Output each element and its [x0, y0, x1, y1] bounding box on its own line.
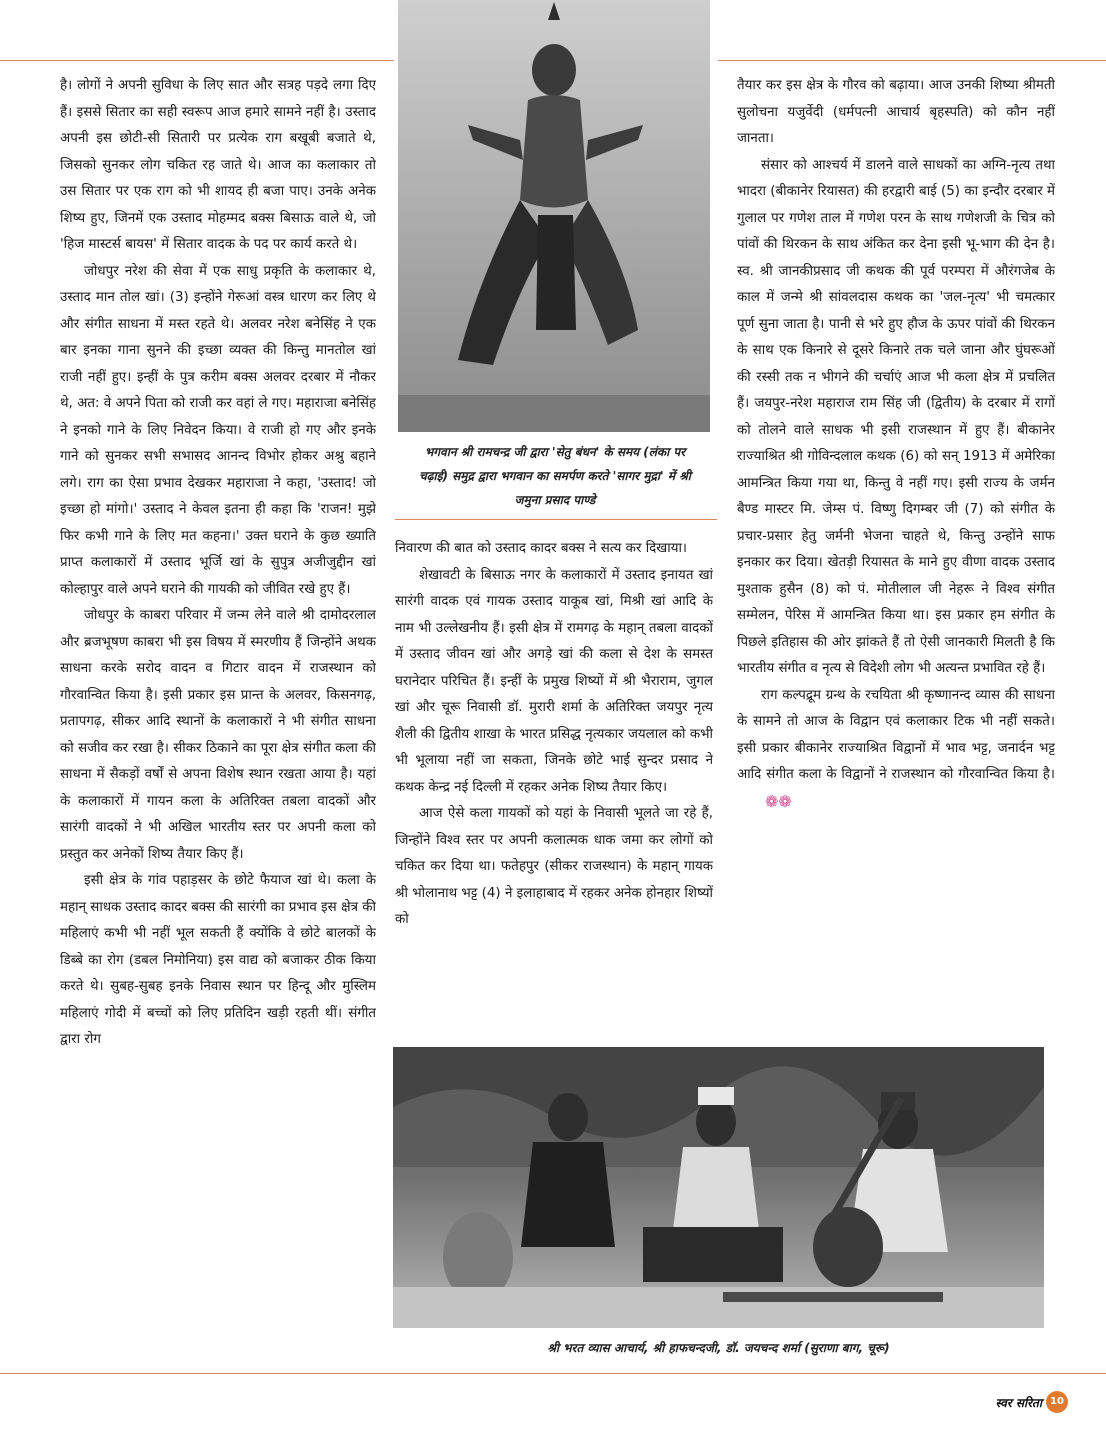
- flower-ornament-icon: ❁❁: [765, 791, 792, 811]
- paragraph: तैयार कर इस क्षेत्र के गौरव को बढ़ाया। आज उनकी शिष्या श्रीमती सुलोचना यजुर्वेदी (धर्मपत्नी आचार्य बृहस्पति) को कौन नहीं जानता।: [737, 78, 1055, 146]
- top-rule-left: [0, 60, 394, 61]
- musicians-photo: [393, 1047, 1044, 1328]
- bottom-rule: [0, 1373, 1106, 1374]
- musicians-scene: [393, 1047, 1044, 1328]
- dancer-photo: [398, 0, 710, 432]
- paragraph: जोधपुर नरेश की सेवा में एक साधु प्रकृति के कलाकार थे, उस्ताद मान तोल खां। (3) इन्होंने गेरूआं वस्त्र धारण कर लिए थे और संगीत साधना में मस्त रहते थे। अलवर नरेश बनेसिंह ने एक बार इनका गाना सुनने की इच्छा व्यक्त की किन्तु मानतोल खां राजी नहीं हुए। इन्हीं के पुत्र करीम बक्स अलवर दरबार में नौकर थे, अत: वे अपने पिता को राजी कर वहां ले गए। महाराजा बनेसिंह ने इनको गाने के लिए निवेदन किया। वे राजी हो गए और इनके गाने को सुनकर सभी सभासद आनन्द विभोर होकर अश्रु बहाने लगे। राग का ऐसा प्रभाव देखकर महाराजा ने कहा, 'उस्ताद! जो इच्छा हो मांगो।' उस्ताद ने केवल इतना ही कहा कि 'राजन! मुझे फिर कभी गाने के लिए मत कहना।' उक्त घराने के कुछ ख्याति प्राप्त कलाकारों में उस्ताद भूर्जि खां के सुपुत्र अजीजुद्दीन खां कोल्हापुर वाले अपने घराने की गायकी को जीवित रखे हुए हैं।: [60, 263, 376, 597]
- paragraph: आज ऐसे कला गायकों को यहां के निवासी भूलते जा रहे हैं, जिन्होंने विश्व स्तर पर अपनी कलात्मक धाक जमा कर लोगों को चकित कर दिया था। फतेहपुर (सीकर राजस्थान) के महान् गायक श्री भोलानाथ भट्ट (4) ने इलाहाबाद में रहकर अनेक होनहार शिष्यों को: [395, 806, 713, 927]
- page-footer: [995, 1391, 1068, 1413]
- paragraph: संसार को आश्चर्य में डालने वाले साधकों का अग्नि-नृत्य तथा भादरा (बीकानेर रियासत) की हरद्वारी बाई (5) का इन्दौर दरबार में गुलाल पर गणेश ताल में गणेश परन के साथ गणेशजी के चित्र को पांवों की थिरकन के साथ अंकित कर देना इसी भू-भाग की देन है। स्व. श्री जानकीप्रसाद जी कथक की पूर्व परम्परा में औरंगजेब के काल में जन्मे श्री सांवलदास कथक का 'जल-नृत्य' भी चमत्कार पूर्ण सुना जाता है। पानी से भरे हुए हौज के ऊपर पांवों की थिरकन के साथ एक किनारे से दूसरे किनारे तक चले जाना और घुंघरूओं की रस्सी तक न भीगने की चर्चाएं आज भी कला क्षेत्र में प्रचलित हैं। जयपुर-नरेश महाराज राम सिंह जी (द्वितीय) के दरबार में रागों को तोलने वाले साधक भी इसी राजस्थान में हुए हैं। बीकानेर राज्याश्रित श्री गोविन्दलाल कथक (6) को सन् 1913 में अमेरिका आमन्त्रित किया गया था, किन्तु वे नहीं गए। इसी राज्य के जर्मन बैण्ड मास्टर मि. जेम्स पं. विष्णु दिगम्बर जी (7) को संगीत के प्रचार-प्रसार हेतु जर्मनी भेजना चाहते थे, किन्तु उन्होंने साफ इनकार कर दिया। खेतड़ी रियासत के माने हुए वीणा वादक उस्ताद मुश्ताक हुसैन (8) को पं. मोतीलाल जी नेहरू ने विश्व संगीत सम्मेलन, पेरिस में आमन्त्रित किया था। इस प्रकार हम संगीत के पिछले इतिहास की ओर झांकते हैं तो ऐसी जानकारी मिलती है कि भारतीय संगीत व नृत्य से विदेशी लोग भी अत्यन्त प्रभावित रहे हैं।: [737, 157, 1055, 676]
- middle-column: [395, 536, 713, 1034]
- paragraph: निवारण की बात को उस्ताद कादर बक्स ने सत्य कर दिखाया।: [395, 541, 688, 556]
- top-photo-caption: भगवान श्री रामचन्द्र जी द्वारा 'सेतु बंधन' के समय (लंका पर चढ़ाई) समुद्र द्वारा भगवान का समर्पण करते 'सागर मुद्रा' में श्री जमुना प्रसाद पाण्डे: [419, 445, 691, 507]
- page-number: 10: [1046, 1391, 1068, 1413]
- paragraph: इसी क्षेत्र के गांव पहाड़सर के छोटे फैयाज खां थे। कला के महान् साधक उस्ताद कादर बक्स की सारंगी का प्रभाव इस क्षेत्र की महिलाएं कभी भी नहीं भूल सकती हैं क्योंकि वे छोटे बालकों के डिब्बे का रोग (डबल निमोनिया) इस वाद्य को बजाकर ठीक किया करते थे। सुबह-सुबह इनके निवास स्थान पर हिन्दू और मुस्लिम महिलाएं गोदी में बच्चों को लिए प्रतिदिन खड़ी रहती थीं। संगीत द्वारा रोग: [60, 873, 376, 1047]
- paragraph: जोधपुर के काबरा परिवार में जन्म लेने वाले श्री दामोदरलाल और ब्रजभूषण काबरा भी इस विषय में स्मरणीय हैं जिन्होंने अथक साधना करके सरोद वादन व गिटार वादन में राजस्थान को गौरवान्वित किया है। इसी प्रकार इस प्रान्त के अलवर, किसनगढ़, प्रतापगढ़, सीकर आदि स्थानों के कलाकारों ने भी संगीत साधना को सजीव कर रखा है। सीकर ठिकाने का पूरा क्षेत्र संगीत कला की साधना में सैकड़ों वर्षों से अपना विशेष स्थान रखता आया है। यहां के कलाकारों में गायन कला के अतिरिक्त तबला वादकों और सारंगी वादकों ने भी अखिल भारतीय स्तर पर अपनी कला को प्रस्तुत कर अनेकों शिष्य तैयार किए हैं।: [60, 608, 376, 862]
- middle-rule: [395, 519, 717, 520]
- paragraph: [737, 683, 1055, 818]
- bottom-photo-caption: श्री भरत व्यास आचार्य, श्री हाफचन्दजी, डॉ. जयचन्द शर्मा (सुराणा बाग, चूरू): [547, 1341, 890, 1355]
- paragraph: शेखावटी के बिसाऊ नगर के कलाकारों में उस्ताद इनायत खां सारंगी वादक एवं गायक उस्ताद याकूब खां, मिश्री खां आदि के नाम भी उल्लेखनीय हैं। इसी क्षेत्र में रामगढ़ के महान् तबला वादकों में उस्ताद जीवन खां और अगड़े खां की कला से देश के समस्त घरानेदार परिचित हैं। इन्हीं के प्रमुख शिष्यों में श्री भैराराम, जुगल खां और चूरू निवासी डॉ. मुरारी शर्मा के अतिरिक्त जयपुर नृत्य शैली की द्वितीय शाखा के भारत प्रसिद्ध नृत्यकार जयलाल को कभी भी भूलाया नहीं जा सकता, जिनके छोटे भाई सुन्दर प्रसाद ने कथक केन्द्र नई दिल्ली में रहकर अनेक शिष्य तैयार किए।: [395, 567, 713, 795]
- top-rule-right: [718, 60, 1106, 61]
- paragraph-text: राग कल्पद्रूम ग्रन्थ के रचयिता श्री कृष्णानन्द व्यास की साधना के सामने तो आज के विद्वान एवं कलाकार टिक भी नहीं सकते। इसी प्रकार बीकानेर राज्याश्रित विद्वानों में भाव भट्ट, जनार्दन भट्ट आदि संगीत कला के विद्वानों ने राजस्थान को गौरवान्वित किया है।: [737, 687, 1055, 782]
- paragraph: है। लोगों ने अपनी सुविधा के लिए सात और सत्रह पड़दे लगा दिए हैं। इससे सितार का सही स्वरूप आज हमारे सामने नहीं है। उस्ताद अपनी इस छोटी-सी सितारी पर प्रत्येक राग बखूबी बजाते थे, जिसको सुनकर लोग चकित रह जाते थे। आज का कलाकार तो उस सितार पर एक राग को भी शायद ही बजा पाए। उनके अनेक शिष्य हुए, जिनमें एक उस्ताद मोहम्मद बक्स बिसाऊ वाले थे, जो 'हिज मास्टर्स बायस' में सितार वादक के पद पर कार्य करते थे।: [60, 78, 376, 252]
- magazine-name: स्वर सरिता: [995, 1395, 1042, 1410]
- left-column: [60, 73, 376, 1365]
- dancer-silhouette: [398, 0, 710, 432]
- right-column: [737, 73, 1055, 1037]
